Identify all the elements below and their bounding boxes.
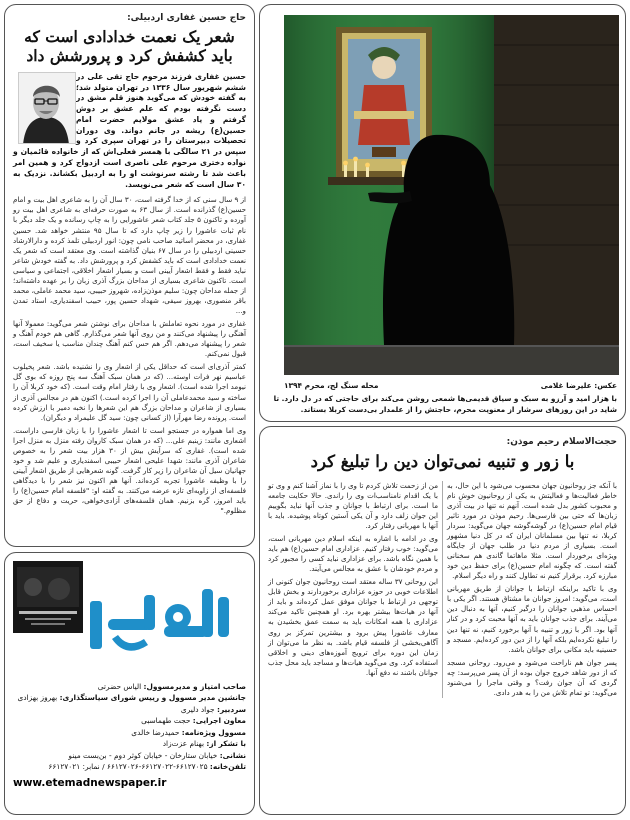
credit-line [13, 738, 246, 749]
interview-paragraph: از ۹ سال سنی که از خدا گرفته است، ۳۰ سال آن را به شاعری اهل بیت و امام حسین(ع) گذرانده است. از سال ۶۳ به صورت حرفه‌ای به شاعری اهل بیت رو آورده و تاکنون ۵ جلد کتاب شعر عاشورایی را به چاپ رسانده و یک جلد دیگر با نام ثبات عاشورا را زیر چاپ دارد که تا سال ۹۵ منتشر خواهد شد. حسین غفاری، در محضر اساتید صاحب نامی چون: انور اردبیلی تلمذ کرده و دارالارشاد حسینی اردبیلی را در سال ۶۷ بنیان گذاشته است. وی معتقد است که شعر یک نعمت خدادادی است که باید کشفش کرد و پرورشش داد. به گفته خودش شاعر نباید فقط و فقط اشعار آیینی است و بسیار اشعار اخلاقی، اجتماعی و سیاسی است. تاکنون شاعری بسیاری از مداحان بزرگ آذری زبان را بر عهده داشته‌اند؛ از جمله مداحان چون: سلیم موذن‌زاده، شهروز حبیبی، سید محمد عاملی، محمد باقر منصوری، بهروز سیفی، شهداد حسین پور، حبیب اسفندیاری، استاد تمدن و... [13, 195, 246, 316]
article-paragraph: من از زحمت تلاش کردم تا وی را با نماز آشنا کنم و وی تو با یک اقدام نامناسب‌ات وی را راندی. حالا حکایت جامعه ما است. برای ارتباط با جوانان و جذب آنها نباید بگوییم این جوان زلف دارد و آن یکی آستین کوتاه پوشیده. باید با آنها با مهربانی رفتار کرد. [268, 480, 438, 530]
credit-line [13, 727, 246, 738]
article-kicker: حجت‌الاسلام رحیم موذن: [506, 437, 617, 447]
website-url[interactable]: www.etemadnewspaper.ir [13, 776, 167, 789]
colophon-credits [13, 681, 246, 773]
interview-paragraph: وی اما همواره در جستجو است تا اشعار عاشورا را با زبان فارسی داراست. اشعاری مانند: زینبم علی... (که در همان سبک کاروان رفته منزل به منزل اجرا شده است). غفاری که سرآیش بیش از ۳۰ هزار بیت شعر را به خصوص شاعران آذری مانند: شهدا علیحی اشعار حبیبی اسفندیاری و علیم شد و خود جهانیان سیل آن شاعران را زیر کار گرفت. گونه شعرهایی از طریق اشعار آیینی را با وظیفه عاشورا تجربه کرده‌اند. آنها هم اکنون نیز شعر را با دیدگاهی فلسفه‌ای از زاویه‌ای تازه عرضه می‌کنند. به گفته او: "فلسفه امام حسین(ع) را باید امروز، گره بزنیم. همان فلسفه‌های آزادی‌خواهی، حریت و دفاع از حق مظلوم." [13, 425, 246, 516]
credit-line [13, 715, 246, 726]
credit-label: معاون اجرایی: [192, 716, 246, 726]
article-headline: با زور و تنبیه نمی‌توان دین را تبلیغ کرد [310, 452, 575, 471]
article-paragraph: پسر جوان هم ناراحت می‌شود و می‌رود. روحانی مسجد که از دور شاهد خروج جوان بوده از آن پسر می‌پرسد: چه گردی که آن جوان رفت؟ و وقتی ماجرا را می‌شنود می‌گوید: تو تمام تلاش من را به هدر دادی. [447, 657, 617, 697]
interview-intro: حسین غفاری فرزند مرحوم حاج تقی علی در ششم شهریور سال ۱۳۳۶ در تهران متولد شد؛ به گفته خودش که می‌گوید هنوز قلم مشق در دست نگرفته بودم که علم عشق بر دوش گرفتم و یاد عشق مولایم حضرت امام حسین(ع) ریشه در جانم دواند. وی دوران تحصیلات دبیرستان را در تهران سپری کرد و سپس در ۲۱ سالگی با همسر فعلی‌اش که از خانواده قائمیان و نواده دختری مرحوم علی ناصری است ازدواج کرد و همین امر باعث شد تا رشته سرنوشت او را به اردبیل بکشاند. نزدیک به ۳۰ سال است که شعر می‌نویسد. [13, 71, 246, 189]
article-paragraph: وی در ادامه با اشاره به اینکه اسلام دین مهربانی است، می‌گوید: خوب رفتار کنیم. عزاداری امام حسین(ع) هم باید با همین نگاه باشد. برای عزاداری نباید کسی را مجبور کرد و مردم خودشان با عشق به مجالس می‌آیند. [268, 533, 438, 574]
credit-value: حمیدرضا خالدی [131, 727, 180, 737]
credit-value: الیاس حضرتی [97, 682, 142, 691]
credit-line [13, 704, 246, 715]
etemad-logo [82, 575, 242, 665]
interview-headline: شعر یک نعمت خدادادی است که باید کشفش کرد و پرورشش داد [24, 27, 235, 66]
credit-value: ۶۶۱۲۷۰۲۵-۶۶۱۲۷۰۲۲-۶۶۱۲۷۰۲۶ / نمابر: ۶۶۱۲۷۰۲۱ [48, 762, 208, 772]
credit-label: نشانی: [219, 750, 246, 760]
photo-caption: با هزار امید و آرزو به سبک و سیاق قدیمی‌ها شمعی روشن می‌کند برای حاجتی که در دل دارد. تا شاید در این روزهای سرشار از معنویت محرم، حاجتش را از علمدار بی‌دست کربلا بستاند. [273, 394, 617, 414]
credit-value: بهنام عزت‌زاد [162, 739, 204, 749]
credit-value: جواد دلیری [180, 704, 215, 714]
credit-line [13, 750, 246, 761]
photo-feature [259, 4, 626, 422]
credit-line [13, 761, 246, 772]
interview-kicker: حاج حسین غفاری اردبیلی: [127, 13, 246, 23]
credit-line [13, 681, 246, 692]
interview-paragraph: کمتر آذری‌ای است که حداقل یکی از اشعار وی را نشنیده باشد. شعر پخیلوب عباسیم نهر فرات اوسته... (که در همان سبک آهنگ سه پنج روزه که بوی گل نیومد اجرا شده است). اشعار وی با رفتار امام وقت است. (که خود کربلا آن را ساخته و سید محمدعاملی آن را اجرا کرده است.) اکنون هم در مجالس آذری از بسیاری از شاعران و مداحان بزرگ هم این شعرها را نخبه دمیر با ارزش کرده است. پرونده رضا مهرآرا (از کسانی چون: سید گل علیمراد و دیگران). [13, 362, 246, 422]
supplement-cover-thumbnail [13, 561, 83, 633]
photo-location: محله سنگ لج، محرم ۱۳۹۴ [284, 381, 379, 390]
article-paragraph: با آنکه جز روحانیون جهان محسوب می‌شود با این حال، به خاطر فعالیت‌ها و فعالیتش به یکی از روحانیون خوش نام و محبوب کشور بدل شده است. آنهم نه تنها در بیت آذری زبان‌ها که حتی بین فارسی‌ها. رحیم موذن در مورد تاثیر قیام امام حسین(ع) در گوشه‌گوشه جهان می‌گوید: سردار کربلا، نه تنها بین مسلمانان ایران که در کل دنیا مشهور است. بسیاری از مردم دنیا در طلب جهان از جایگاه ویژه‌ای برخوردار است. مثلا ماهاتما گاندی هم سخنانی گفته است. که چگونه امام حسین(ع) برای حفظ دین خود مبارزه کرد. برقرار کنیم نه تطاول کنند و راه دیگر اسلام. [447, 480, 617, 581]
moazen-article [259, 426, 626, 815]
interview-paragraph: غفاری در مورد نحوه تعاملش با مداحان برای نوشتن شعر می‌گوید: معمولا آنها آهنگی را پیشنهاد می‌کنند و من روی آنها شعر می‌گذارم. گاهی هم خودم آهنگ و شعر را پیشنهاد می‌دهم. اگر هم حس کنم آهنگ چندان مناسب یا سخیف است، قبول نمی‌کنم. [13, 319, 246, 359]
credit-label: مسوول ویژه‌نامه: [181, 727, 246, 737]
article-paragraph: وی با تاکید براینکه ارتباط با جوانان از طریق مهربانی است، می‌گوید: امروز جوانان ما مشتاق هستند. اگر یکی با احساس مذهبی جوانان را درگیر کنیم، آنها به دنبال دین می‌آیند. برای جذب جوانان باید به آنها محبت کرد و در کنار آنها بود. اگر با زور و تنبیه با آنها برخورد کنیم، نه تنها دین را تبلیغ نکرده‌ایم بلکه آنها را از دین دور کرده‌ایم. مسجد و حسینیه باید مکانی برای جوانان باشد. [447, 584, 617, 654]
credit-label: جانشین مدیر مسوول و رییس شورای سیاستگذاری: [59, 693, 246, 703]
interview-body [13, 195, 246, 516]
credit-label: با تشکر از: [206, 739, 246, 749]
credit-label: سردبیر: [216, 704, 246, 714]
credit-line [13, 692, 246, 703]
credit-label: صاحب امتیاز و مدیرمسوول: [143, 682, 246, 691]
colophon [4, 552, 255, 815]
photo-credit: عکس: علیرضا غلامی [540, 381, 617, 390]
credit-label: تلفن‌خانه: [209, 762, 246, 772]
credit-value: خیابان ستارخان - خیابان کوثر دوم - بن‌بست مینو [68, 750, 218, 760]
feature-photo [284, 15, 619, 375]
article-paragraph: این روحانی ۳۷ ساله معتقد است روحانیون جوان کنونی از اطلاعات خوبی در حوزه عزاداری برخوردارند و بخش قابل توجهی در ارتباط با جوانان موفق عمل کرده‌اند و باید از آنها در هیات‌ها بیشتر بهره برد. او همچنین تاکید می‌کند عزاداری با همه امکانات باید به سمت عمق بخشیدن به معارف عاشورا پیش برود و بیشترین تمرکز بر روی آگاهی‌بخشی از فلسفه قیام باشد. به نظر ما می‌توان از زمان این دوره برای ترویج آموزه‌های دینی و اخلاقی استفاده کرد. وی می‌گوید هیات‌ها و مساجد باید محل جذب جوانان باشند نه دفع آنها. [268, 577, 438, 677]
portrait-photo [18, 72, 76, 144]
interview-article [4, 4, 255, 547]
credit-value: حجت طهماسبی [141, 716, 191, 726]
article-body [268, 481, 617, 698]
credit-value: بهروز بهزادی [17, 693, 58, 703]
